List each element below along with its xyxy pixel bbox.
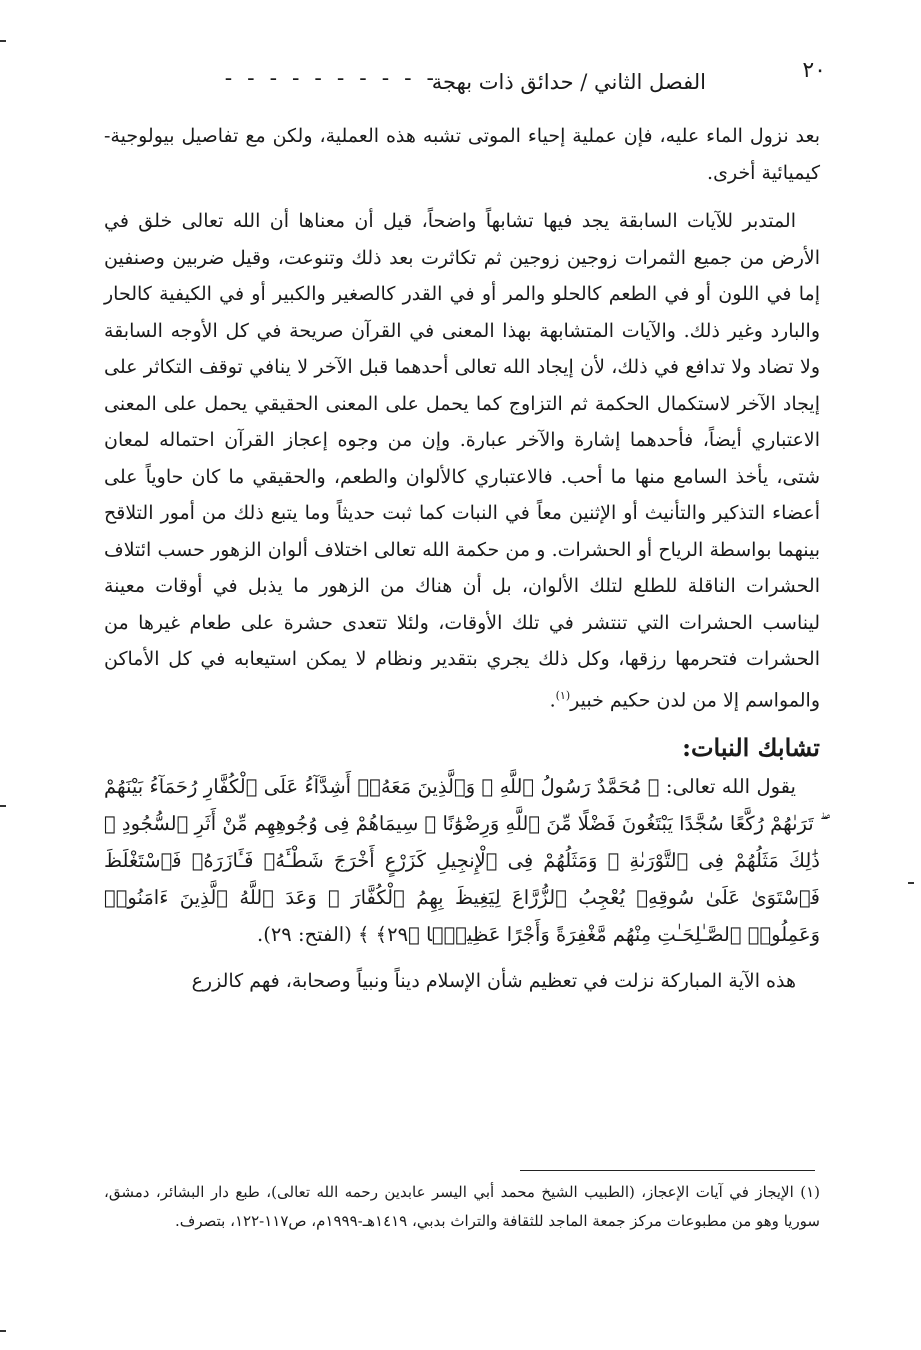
footnote	[104, 1178, 820, 1236]
quran-verse: ﴿ مُحَمَّدٌ رَسُولُ ٱللَّهِ ۚ وَٱلَّذِينَ مَعَهُۥٓ أَشِدَّآءُ عَلَى ٱلْكُفَّارِ رُحَمَآءُ بَيْنَهُمْ ۖ تَرَىٰهُمْ رُكَّعًا سُجَّدًا يَبْتَغُونَ فَضْلًا مِّنَ ٱللَّهِ وَرِضْوَٰنًا ۖ سِيمَاهُمْ فِى وُجُوهِهِم مِّنْ أَثَرِ ٱلسُّجُودِ ۚ ذَٰلِكَ مَثَلُهُمْ فِى ٱلتَّوْرَىٰةِ ۚ وَمَثَلُهُمْ فِى ٱلْإِنجِيلِ كَزَرْعٍ أَخْرَجَ شَطْـَٔهُۥ فَـَٔازَرَهُۥ فَٱسْتَغْلَظَ فَٱسْتَوَىٰ عَلَىٰ سُوقِهِۦ يُعْجِبُ ٱلزُّرَّاعَ لِيَغِيظَ بِهِمُ ٱلْكُفَّارَ ۗ وَعَدَ ٱللَّهُ ٱلَّذِينَ ءَامَنُوا۟ وَعَمِلُوا۟ ٱلصَّـٰلِحَـٰتِ مِنْهُم مَّغْفِرَةً وَأَجْرًا عَظِيمًۢا ﴿٢٩﴾ ﴾	[104, 775, 820, 947]
header-dot-leader: - - - - - - - - - -	[224, 66, 438, 91]
footnote-text: (١) الإيجاز في آيات الإعجاز، (الطبيب الشيخ محمد أبي اليسر عابدين رحمه الله تعالى)، طبع دار البشائر، دمشق، سوريا وهو من مطبوعات مركز جمعة الماجد للثقافة والتراث بدبي، ١٤١٩هـ-١٩٩٩م، ص١١٧-١٢٢، بتصرف.	[104, 1183, 820, 1230]
quran-intro: يقول الله تعالى:	[659, 775, 796, 799]
quran-quote	[104, 768, 820, 953]
footnote-reference[interactable]: (١)	[555, 688, 571, 702]
scan-margin-mark	[0, 1330, 6, 1332]
running-title: الفصل الثاني / حدائق ذات بهجة	[431, 70, 706, 94]
page-body	[104, 118, 820, 1000]
page-number: ٢٠	[802, 58, 826, 83]
scan-margin-mark	[0, 805, 6, 807]
paragraph-end-mark: .	[549, 688, 556, 711]
scan-margin-mark	[0, 40, 6, 42]
scan-margin-mark	[908, 882, 914, 884]
footnote-separator	[520, 1170, 815, 1171]
paragraph-commentary: هذه الآية المباركة نزلت في تعظيم شأن الإسلام ديناً ونبياً وصحابة، فهم كالزرع	[191, 970, 796, 993]
paragraph-similarity	[104, 203, 820, 718]
page-header	[80, 58, 826, 104]
quran-reference: (الفتح: ٢٩).	[257, 923, 359, 947]
paragraph-continuation: بعد نزول الماء عليه، فإن عملية إحياء الموتى تشبه هذه العملية، ولكن مع تفاصيل بيولوجية-كيميائية أخرى.	[104, 125, 820, 184]
paragraph-similarity-text: المتدبر للآيات السابقة يجد فيها تشابهاً واضحاً، قيل أن معناها أن الله تعالى خلق في الأرض من جميع الثمرات زوجين زوجين ثم تكاثرت بعد ذلك وتنوعت، وقيل ضربين وصنفين إما في اللون أو في الطعم كالحلو والمر أو في القدر كالصغير والكبير أو في الكيفية كالحار والبارد وغير ذلك. والآيات المتشابهة بهذا المعنى في القرآن صريحة في كل الأوجه السابقة ولا تضاد ولا تدافع في ذلك، لأن إيجاد الله تعالى أحدهما قبل الآخر لا ينافي توقف التكاثر على إيجاد الآخر لاستكمال الحكمة ثم التزاوج كما يحمل على المعنى الحقيقي يحمل على المعنى الاعتباري أيضاً، فأحدهما إشارة والآخر عبارة. وإن من وجوه إعجاز القرآن احتماله لمعان شتى، يأخذ السامع منها ما أحب. فالاعتباري كالألوان والطعم، والحقيقي ما كان حاوياً على أعضاء التذكير والتأنيث أو الإثنين معاً في النبات كما ثبت حديثاً وما يتبع ذلك من أمور التلاقح بينهما بواسطة الرياح أو الحشرات. و من حكمة الله تعالى اختلاف ألوان الزهور حسب ائتلاف الحشرات الناقلة للطلع لتلك الألوان، بل أن هناك من الزهور ما يذبل في أوقات معينة ليناسب الحشرات التي تنتشر في تلك الأوقات، ولئلا تتعدى حشرة على طعام غيرها من الحشرات فتحرمها رزقها، وكل ذلك يجري بتقدير ونظام لا يمكن استيعابه في كل الأماكن والمواسم إلا من لدن حكيم خبير	[104, 210, 820, 711]
section-heading: تشابك النبات:	[682, 733, 820, 763]
